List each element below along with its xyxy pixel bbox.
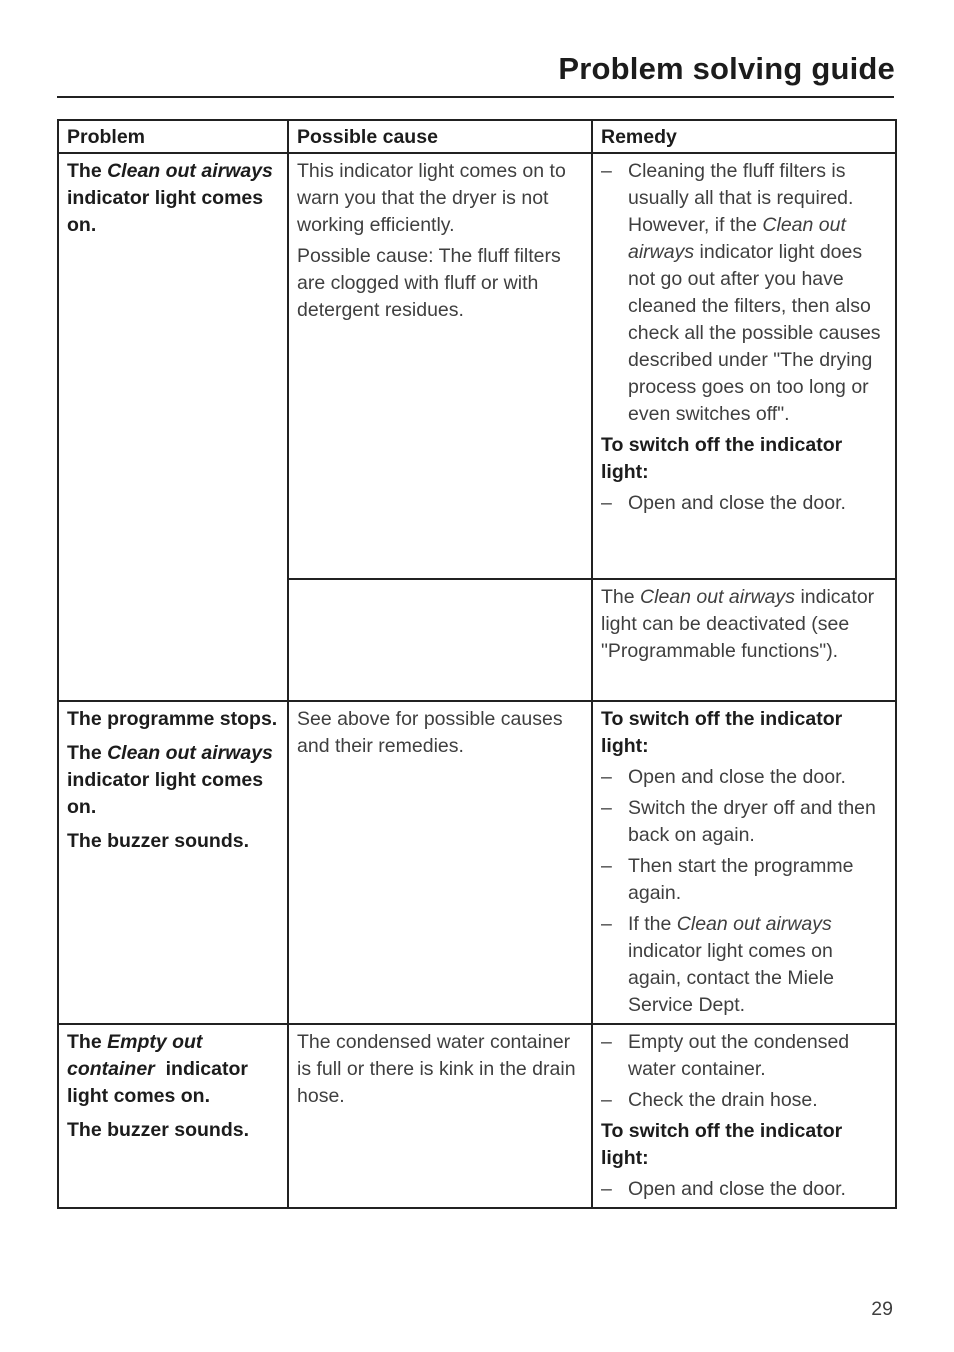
problem-text: The buzzer sounds. <box>67 1119 250 1141</box>
text-segment: The <box>67 160 108 182</box>
remedy-heading: To switch off the indicator light: <box>601 708 843 757</box>
text-segment-italic: Clean out airways <box>676 913 832 935</box>
list-item-text <box>628 911 887 1019</box>
remedy-heading: To switch off the indicator light: <box>601 1120 843 1169</box>
cause-paragraph: This indicator light comes on to warn you that the dryer is not working efficiently. <box>297 160 566 236</box>
text-segment: The <box>67 742 108 764</box>
list-item-text: Open and close the door. <box>628 766 846 788</box>
list-item-text: Open and close the door. <box>628 1178 846 1200</box>
cause-cell <box>288 153 592 579</box>
problem-text: The buzzer sounds. <box>67 830 250 852</box>
col-header-remedy: Remedy <box>592 120 896 153</box>
page-title: Problem solving guide <box>558 51 895 86</box>
dash-bullet: – <box>601 855 612 877</box>
dash-bullet: – <box>601 913 612 935</box>
cause-cell <box>288 701 592 1024</box>
problem-cell <box>58 1024 288 1208</box>
list-item-text <box>628 158 887 428</box>
dash-bullet: – <box>601 766 612 788</box>
page-number: 29 <box>871 1298 893 1320</box>
table-row-clean-out-airways <box>58 153 896 579</box>
list-item <box>601 764 887 791</box>
list-item <box>601 490 887 517</box>
list-item-text: Check the drain hose. <box>628 1089 818 1111</box>
text-segment: The <box>67 1031 108 1053</box>
list-item-text: Then start the programme again. <box>628 855 854 904</box>
list-item <box>601 158 887 428</box>
col-header-possible-cause: Possible cause <box>288 120 592 153</box>
text-segment-italic: Empty out container <box>67 1031 203 1080</box>
text-segment: indicator light does not go out after you have cleaned the filters, then also check all the possible causes described under "The drying process goes on too long or even switches off". <box>628 241 881 425</box>
list-item-text: Empty out the condensed water container. <box>628 1031 850 1080</box>
dash-bullet: – <box>601 1178 612 1200</box>
list-item-text: Open and close the door. <box>628 492 846 514</box>
text-segment: indicator light can be deactivated (see "Programmable functions"). <box>601 586 875 662</box>
problem-solving-table <box>57 119 897 1209</box>
list-item <box>601 911 887 1019</box>
cause-cell-empty <box>288 579 592 701</box>
problem-text: The programme stops. <box>67 708 278 730</box>
list-item <box>601 1087 887 1114</box>
text-segment: Cleaning the fluff filters is usually all that is required. However, if the <box>628 160 854 236</box>
text-segment: indicator light comes on. <box>67 769 264 818</box>
title-rule <box>57 96 894 98</box>
dash-bullet: – <box>601 160 612 182</box>
list-item <box>601 1176 887 1203</box>
problem-cell <box>58 153 288 701</box>
dash-bullet: – <box>601 1031 612 1053</box>
problem-text <box>67 740 279 821</box>
remedy-cell <box>592 1024 896 1208</box>
cause-paragraph: See above for possible causes and their remedies. <box>297 708 563 757</box>
dash-bullet: – <box>601 797 612 819</box>
problem-cell <box>58 701 288 1024</box>
remedy-heading: To switch off the indicator light: <box>601 434 843 483</box>
text-segment: indicator light comes on again, contact the Miele Service Dept. <box>628 940 834 1016</box>
text-segment-italic: Clean out airways <box>107 742 273 764</box>
list-item <box>601 853 887 907</box>
col-header-problem: Problem <box>58 120 288 153</box>
remedy-paragraph <box>601 584 887 665</box>
cause-paragraph: Possible cause: The fluff filters are clogged with fluff or with detergent residues. <box>297 245 561 321</box>
text-segment-italic: Clean out airways <box>628 214 846 263</box>
table-header-row <box>58 120 896 153</box>
table-row-empty-out-container <box>58 1024 896 1208</box>
list-item-text: Switch the dryer off and then back on again. <box>628 797 876 846</box>
text-segment-italic: Clean out airways <box>107 160 273 182</box>
table-row-programme-stops <box>58 701 896 1024</box>
problem-text <box>67 158 279 239</box>
text-segment: The <box>601 586 641 608</box>
remedy-cell <box>592 579 896 701</box>
dash-bullet: – <box>601 1089 612 1111</box>
cause-paragraph: The condensed water container is full or there is kink in the drain hose. <box>297 1031 576 1107</box>
text-segment: If the <box>628 913 677 935</box>
text-segment: indicator light comes on. <box>67 187 264 236</box>
remedy-cell <box>592 153 896 579</box>
cause-cell <box>288 1024 592 1208</box>
dash-bullet: – <box>601 492 612 514</box>
remedy-cell <box>592 701 896 1024</box>
problem-text <box>67 1029 279 1110</box>
text-segment: indicator light comes on. <box>67 1058 248 1107</box>
list-item <box>601 795 887 849</box>
list-item <box>601 1029 887 1083</box>
text-segment-italic: Clean out airways <box>640 586 796 608</box>
